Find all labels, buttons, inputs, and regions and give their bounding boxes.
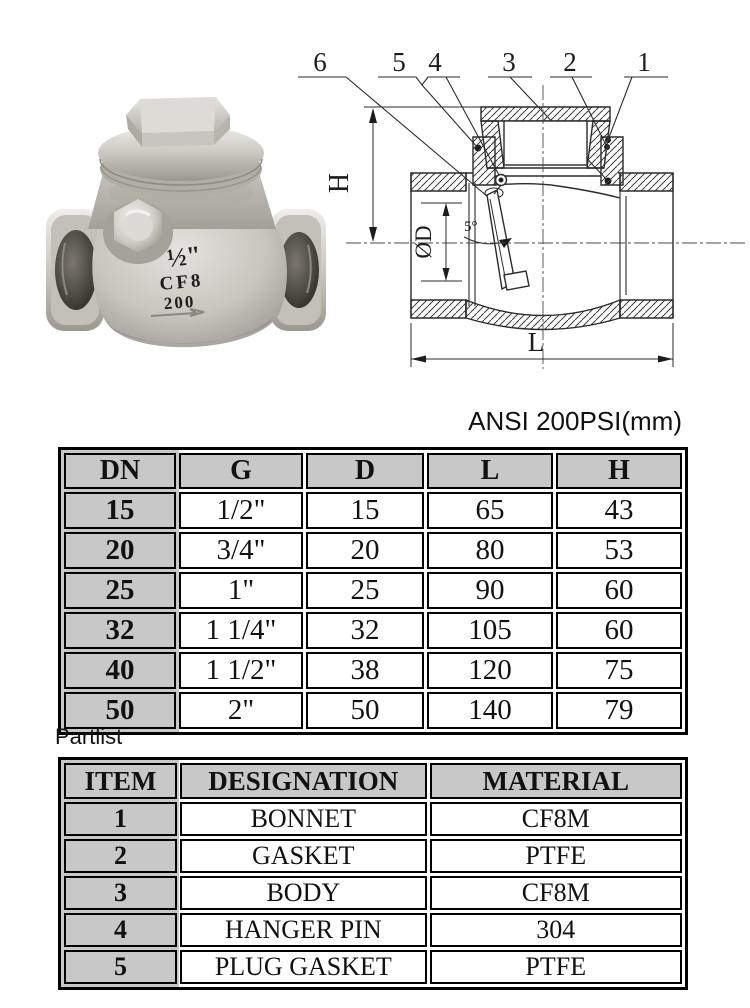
cell-dn: 40 xyxy=(64,652,176,689)
table-row xyxy=(64,492,682,529)
dimension-D-label: ØD xyxy=(411,225,436,259)
cell: 60 xyxy=(556,612,682,649)
callout-3: 3 xyxy=(502,47,516,77)
callout-numbers xyxy=(313,47,651,77)
cell: 2" xyxy=(179,692,303,729)
cell: 1 1/2" xyxy=(179,652,303,689)
table-row xyxy=(64,692,682,729)
cell-item: 5 xyxy=(64,950,177,984)
callout-4: 4 xyxy=(428,47,442,77)
cell: BODY xyxy=(180,876,426,910)
cell: 60 xyxy=(556,572,682,609)
cell-dn: 25 xyxy=(64,572,176,609)
parts-table-header-row xyxy=(64,763,682,799)
cell: 80 xyxy=(427,532,553,569)
cell: 50 xyxy=(306,692,424,729)
drawing-disc xyxy=(487,175,529,291)
table-row xyxy=(64,913,682,947)
cell: HANGER PIN xyxy=(180,913,426,947)
cell-item: 1 xyxy=(64,802,177,836)
table-row xyxy=(64,802,682,836)
header-g: G xyxy=(179,453,303,489)
header-d: D xyxy=(306,453,424,489)
cell: 25 xyxy=(306,572,424,609)
marking-pressure: 200 xyxy=(163,291,196,314)
cell: 75 xyxy=(556,652,682,689)
parts-table xyxy=(58,757,688,990)
cell: 3/4" xyxy=(179,532,303,569)
cell-item: 4 xyxy=(64,913,177,947)
drawing-bonnet xyxy=(473,107,623,185)
cell: 20 xyxy=(306,532,424,569)
header-dn: DN xyxy=(64,453,176,489)
cell: PTFE xyxy=(430,950,683,984)
cell: PTFE xyxy=(430,839,683,873)
angle-label: 5° xyxy=(464,219,478,235)
cell: 140 xyxy=(427,692,553,729)
cell: 90 xyxy=(427,572,553,609)
table-row xyxy=(64,652,682,689)
cell-dn: 20 xyxy=(64,532,176,569)
cell: 38 xyxy=(306,652,424,689)
cell-item: 2 xyxy=(64,839,177,873)
technical-drawing xyxy=(288,33,750,398)
table-row xyxy=(64,839,682,873)
header-l: L xyxy=(427,453,553,489)
cell-dn: 50 xyxy=(64,692,176,729)
dimension-L-label: L xyxy=(527,327,545,357)
cell: BONNET xyxy=(180,802,426,836)
cell: 32 xyxy=(306,612,424,649)
cell: 120 xyxy=(427,652,553,689)
cell: 1" xyxy=(179,572,303,609)
header-material: MATERIAL xyxy=(430,763,683,799)
cell: 53 xyxy=(556,532,682,569)
cell: 304 xyxy=(430,913,683,947)
cell-item: 3 xyxy=(64,876,177,910)
cell-dn: 15 xyxy=(64,492,176,529)
dimension-H-label: H xyxy=(324,172,355,194)
callout-6: 6 xyxy=(313,47,327,77)
cell: 105 xyxy=(427,612,553,649)
table-row xyxy=(64,876,682,910)
marking-size: ½" xyxy=(165,240,203,274)
dimension-table-header-row xyxy=(64,453,682,489)
cell-dn: 32 xyxy=(64,612,176,649)
table-row xyxy=(64,532,682,569)
table-row xyxy=(64,950,682,984)
cell: CF8M xyxy=(430,876,683,910)
photo-hex-cap xyxy=(126,97,230,147)
cell: 79 xyxy=(556,692,682,729)
cell: CF8M xyxy=(430,802,683,836)
cell: 65 xyxy=(427,492,553,529)
cell: 15 xyxy=(306,492,424,529)
drawing-right-port xyxy=(620,173,673,318)
cell: 1/2" xyxy=(179,492,303,529)
marking-material: CF8 xyxy=(158,270,205,295)
cell: 43 xyxy=(556,492,682,529)
partlist-title: Partlist xyxy=(55,724,123,749)
table-row xyxy=(64,612,682,649)
header-designation: DESIGNATION xyxy=(180,763,426,799)
header-item: ITEM xyxy=(64,763,177,799)
dimension-table xyxy=(58,447,688,735)
header-h: H xyxy=(556,453,682,489)
callout-1: 1 xyxy=(637,47,651,77)
cell: GASKET xyxy=(180,839,426,873)
cell: 1 1/4" xyxy=(179,612,303,649)
ansi-rating-label: ANSI 200PSI(mm) xyxy=(468,406,682,436)
table-row xyxy=(64,572,682,609)
callout-2: 2 xyxy=(563,47,577,77)
cell: PLUG GASKET xyxy=(180,950,426,984)
callout-5: 5 xyxy=(392,47,406,77)
